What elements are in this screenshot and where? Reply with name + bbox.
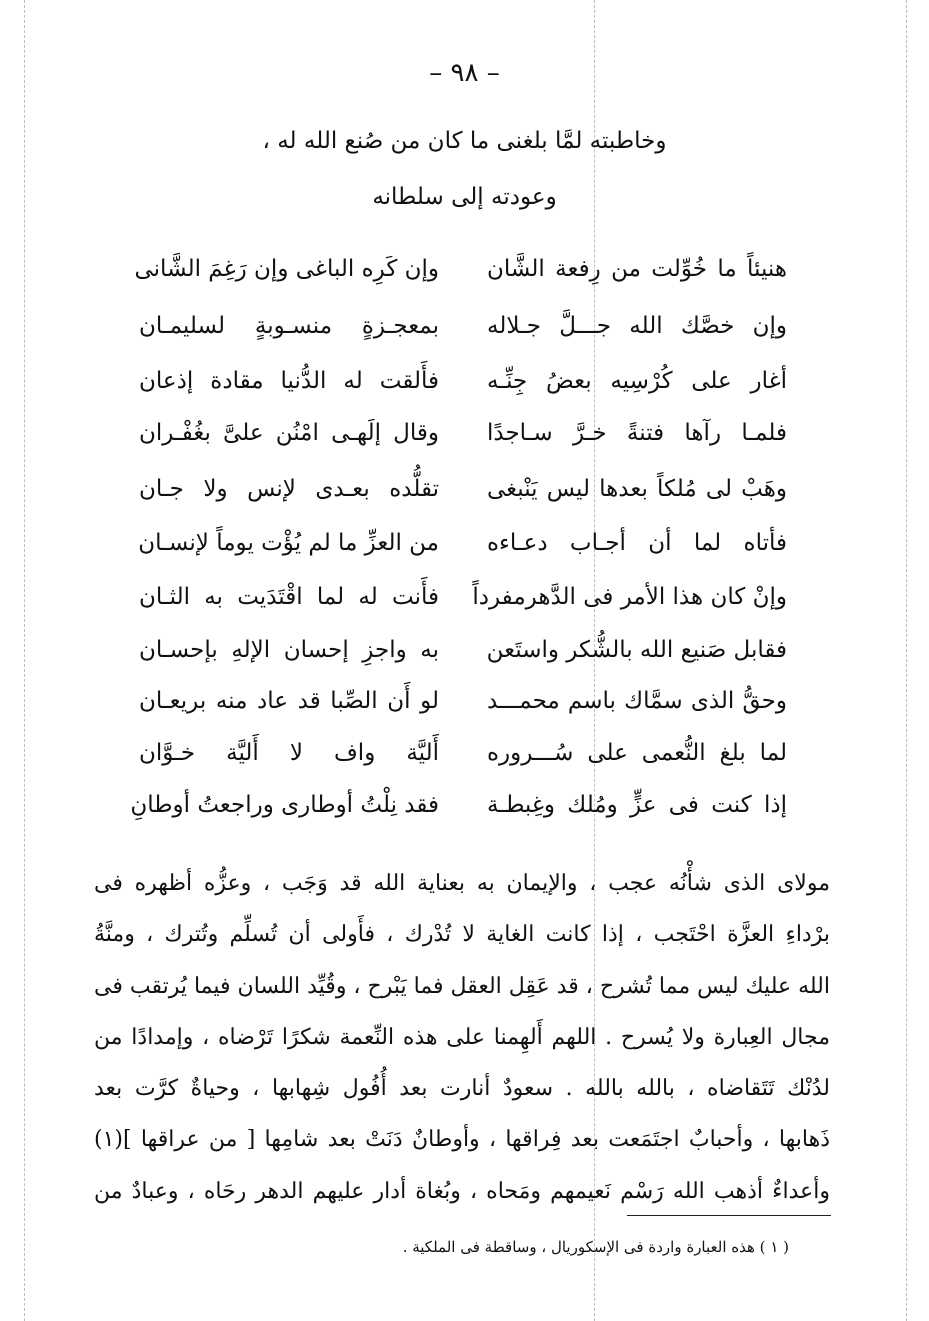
verse-8-second-hemistich: به واجزِ إحسان الإلهِ بإحسـان	[139, 637, 439, 663]
verse-1-second-hemistich: وإن كَرِه الباغى وإن رَغِمَ الشَّانى	[134, 256, 439, 282]
verse-11-second-hemistich: فقد نِلْتُ أوطارى وراجعتُ أوطانِ	[130, 792, 439, 818]
verse-3-first-hemistich: أغار على كُرْسِيه بعضُ جِنِّـه	[487, 368, 787, 394]
verse-6-first-hemistich: فأتاه لما أن أجـاب دعـاءه	[487, 530, 787, 556]
verse-10-second-hemistich: أَليَّة واف لا أَليَّة خـوَّان	[139, 740, 439, 766]
verse-3-second-hemistich: فأَلقت له الدُّنيا مقادة إذعان	[139, 368, 439, 394]
verse-4-second-hemistich: وقال إلَهـى امْنُن علىَّ بغُفْـران	[139, 420, 439, 446]
verse-11-first-hemistich: إذا كنت فى عزٍّ ومُلك وغِبطـة	[487, 792, 787, 818]
verse-9-first-hemistich: وحقُّ الذى سمَّاك باسم محمـــد	[487, 688, 787, 714]
page-number: – ٩٨ –	[429, 58, 500, 88]
poem-heading-line-1: وخاطبته لمَّا بلغنى ما كان من صُنع الله له ،	[262, 128, 667, 154]
verse-7-first-hemistich: وإنْ كان هذا الأمر فى الدَّهرمفرداً	[472, 584, 787, 610]
verse-4-first-hemistich: فلمـا رآها فتنةً خـرَّ سـاجدًا	[487, 420, 787, 446]
poem-heading-line-2: وعودته إلى سلطانه	[372, 184, 557, 210]
verse-2-second-hemistich: بمعجـزةٍ منسـوبةٍ لسليمـان	[139, 313, 439, 339]
verse-2-first-hemistich: وإن خصَّك الله جـــلَّ جـلاله	[487, 313, 787, 339]
prose-line: الله عليك ليس مما تُشرح ، قد عَقِل العقل فما يَبْرح ، وقُيِّد اللسان فيما يُرتقب فى	[94, 973, 830, 999]
footnote-separator	[627, 1215, 831, 1216]
verse-10-first-hemistich: لما بلغ النُّعمى على سُـــروره	[487, 740, 787, 766]
verse-7-second-hemistich: فأَنت له لما اقْتَدَيت به الثـان	[139, 584, 439, 610]
prose-line: وأعداءٌ أذهب الله رَسْم نَعيمهم ومَحاه ، وبُغاة أدار عليهم الدهر رحَاه ، وعبادٌ من	[94, 1178, 830, 1204]
verse-1-first-hemistich: هنيئاً ما خُوِّلت من رِفعة الشَّان	[487, 256, 787, 282]
verse-5-first-hemistich: وهَبْ لى مُلكاً بعدها ليس يَنْبغى	[487, 476, 787, 502]
prose-paragraph	[94, 858, 830, 1217]
verse-9-second-hemistich: لو أَن الصِّبا قد عاد منه بريعـان	[139, 688, 439, 714]
prose-line: برْداءِ العزَّة احْتَجب ، إذا كانت الغاية لا تُدْرك ، فأَولى أن تُسلِّم وتُترك ، ومنَّةُ	[94, 922, 830, 948]
verse-5-second-hemistich: تقلُّده بعـدى لإنس ولا جـان	[139, 476, 439, 502]
verse-8-first-hemistich: فقابل صَنيع الله بالشُّكر واستَعن	[486, 637, 787, 663]
prose-line: ذَهابها ، وأحبابٌ اجتَمَعت بعد فِراقها ، وأوطانٌ دَنَتْ بعد شامِها [ من عراقها ](١)	[94, 1127, 830, 1153]
prose-line: لدُنْك تَتَقاضاه ، بالله بالله . سعودٌ أنارت بعد أُفُول شِهابها ، وحياةٌ كرَّت بعد	[94, 1076, 830, 1102]
footnote: ( ١ ) هذه العبارة واردة فى الإسكوريال ، وساقطة فى الملكية .	[402, 1238, 789, 1256]
prose-line: مجال العِبارة ولا يُسرح . اللهم أَلهِمنا على هذه النِّعمة شكرًا تَرْضاه ، وإمدادًا من	[94, 1024, 830, 1050]
verse-6-second-hemistich: من العزِّ ما لم يُؤْت يوماً لإنسـان	[138, 530, 439, 556]
prose-line: مولاى الذى شأْنُه عجب ، والإيمان به بعناية الله قد وَجَب ، وعزُّه أظهره فى	[94, 871, 830, 896]
